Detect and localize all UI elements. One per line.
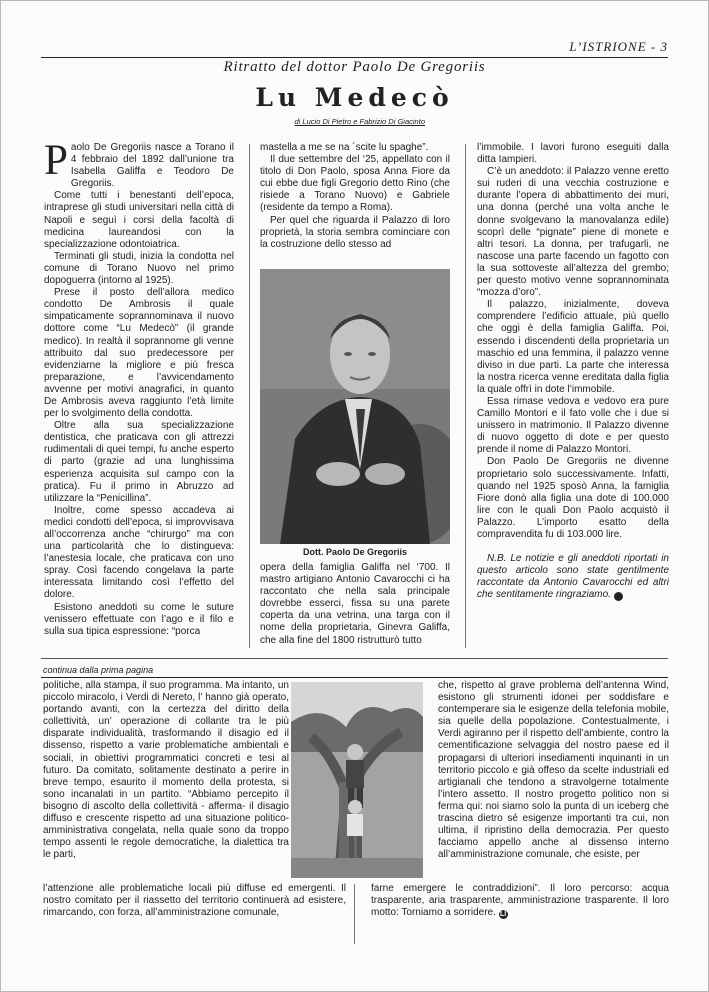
drop-cap: P bbox=[44, 142, 68, 184]
article-column-1 bbox=[44, 142, 234, 642]
paragraph: Esistono aneddoti su come le suture venissero effettuate con l’ago e il filo e sulla sua tipica espressione: “porca bbox=[44, 601, 234, 637]
paragraph: Inoltre, come spesso accadeva ai medici condotti dell’epoca, si improvvisava all’occorrenza anche “chirurgo” ma con una particolarità che lo distingueva: l’anestesia locale, che praticava con uno spray. Così facendo congelava la parte interessata limitando così l’effetto del dolore. bbox=[44, 504, 234, 601]
continued-label: continua dalla prima pagina bbox=[43, 665, 154, 675]
end-mark-icon: Ll bbox=[500, 911, 507, 919]
column-divider bbox=[354, 884, 355, 944]
article-subtitle: Ritratto del dottor Paolo De Gregoriis bbox=[223, 59, 486, 75]
children-photo bbox=[291, 682, 423, 878]
paragraph: l’attenzione alle problematiche locali più diffuse ed emergenti. Il nostro comitato per il riassetto del territorio continuerà ad esistere, rimarcando, con forza, all’amministrazione comunale, bbox=[43, 883, 346, 919]
article-column-2-bottom bbox=[260, 562, 450, 650]
paragraph: Don Paolo De Gregoriis ne divenne proprietario solo successivamente. Infatti, quando nel 1925 sposò Anna, la famiglia Fiore donò alla figlia una dote di 100.000 lire con le quali Don Paolo acquistò il Palazzo. L’importo esatto della compravendita fu di 103.000 lire. bbox=[477, 456, 669, 540]
paragraph: mastella a me se na ´scite lu spaghe”. bbox=[260, 142, 429, 153]
article-column-3 bbox=[477, 142, 669, 650]
article-title: Lu Medecò bbox=[255, 83, 454, 112]
header-divider bbox=[41, 57, 668, 58]
portrait-photo bbox=[260, 269, 450, 544]
paragraph: Il due settembre del ‘25, appellato con il titolo di Don Paolo, sposa Anna Fiore da cui ebbe due figli Gregorio detto Rino (che risiede a Torano Nuovo) e Gabriele (residente da tempo a Roma). bbox=[260, 154, 450, 214]
paragraph: Terminati gli studi, inizia la condotta nel comune di Torano Nuovo nel primo dopoguerra (intorno al 1925). bbox=[44, 250, 234, 287]
section-divider bbox=[41, 658, 668, 659]
paragraph: farne emergere le contraddizioni”. Il loro percorso: acqua trasparente, aria trasparente, amministrazione trasparente. Il loro motto: Torniamo a sorridere. Ll bbox=[371, 883, 669, 919]
paragraph: C’è un aneddoto: il Palazzo venne eretto sui ruderi di una vecchia costruzione e durante l’opera di abbattimento dei muri, una donna (perché una volta anche le donne svolgevano la manovalanza edile) scoprì delle “pignate” piene di monete e altri tesori. La donna, per trafugarli, ne nascose una parte facendo un fagotto con la sua sottoveste all’altezza del grembo; per questo motivo venne soprannominata “mozza d’oro”. bbox=[477, 166, 669, 299]
continued-left-span bbox=[43, 883, 346, 943]
acknowledgement-note: N.B. Le notizie e gli aneddoti riportati in questo articolo sono state gentilmente raccontate da Antonio Cavarocchi ed altri che sentitamente ringraziamo. Ll bbox=[477, 553, 669, 601]
paragraph: opera della famiglia Galiffa nel ‘700. Il mastro artigiano Antonio Cavarocchi ci ha raccontato che nella sala principale dovrebbe esserci, fissa su una parete coperta da una vetrina, una targa con il nome della proprietaria, Ginevra Galiffa, che alla fine del 1800 ristrutturò tutto bbox=[260, 562, 450, 646]
article-byline: di Lucio Di Pietro e Fabrizio Di Giacinto bbox=[294, 117, 425, 126]
photo-caption: Dott. Paolo De Gregoriis bbox=[302, 547, 407, 557]
paragraph: l’immobile. I lavori furono eseguiti dalla ditta Iampieri. bbox=[477, 142, 669, 166]
paragraph: che, rispetto al grave problema dell’antenna Wind, esistono gli strumenti idonei per soddisfare e contemperare sia le esigenze della telefonia mobile, sia quelle della popolazione. Contestualmente, i Verdi agiranno per il rispetto dell’ambiente, contro la cementificazione selvaggia del nostro paese ed il propagarsi di ulteriori insediamenti inquinanti in un territorio piccolo e già offeso da scelte industriali ed artigianali che tendono a stravolgerne totalmente l’intero assetto. Il nostro progetto politico non si ferma qui: noi siamo solo la punta di un iceberg che trascina dietro sé esigenze importanti tra cui, non ultima, il ripristino della democrazia. Per questo facciamo appello anche al dissenso interno all’amministrazione comunale, che esiste, per bbox=[438, 680, 669, 861]
paragraph: Paolo De Gregoriis nasce a Torano il 4 febbraio del 1892 dall’unione tra Isabella Galiffa e Teodoro De Gregoriis. bbox=[44, 142, 234, 190]
paragraph: politiche, alla stampa, il suo programma. Ma intanto, un piccolo miracolo, i Verdi di Nereto, l’ hanno già operato, portando avanti, con la certezza del diritto della collettività, un’ operazione di collante tra le più disparate individualità, trasformando il disagio ed il dissenso, rispetto a varie problematiche ambientali e sociali, in obiettivi programmatici concreti e tesi al futuro. Da comitato, solitamente destinato a perire in breve tempo, esaurito il momento della protesta, si sono incanalati in un partito. “Abbiamo percepito il bisogno di ascolto della collettività - afferma- il disagio diffuso e crescente rispetto ad una situazione politico-amministrativa congelata, nella quale sono da troppo tempo assenti le regole democratiche, la dialettica tra le parti, bbox=[43, 680, 289, 861]
continued-right-span bbox=[371, 883, 669, 943]
section-divider bbox=[41, 677, 668, 678]
children-illustration bbox=[291, 682, 423, 878]
continued-column-right bbox=[438, 680, 669, 885]
portrait-illustration bbox=[260, 269, 450, 544]
paragraph: Prese il posto dell’allora medico condotto De Ambrosis il quale simpaticamente soprannominava il nuovo dottore come “Lu Medecò” (il grande medico). In realtà il soprannome gli venne attribuito dal suo predecessore per evidenziarne la migliore e più fresca preparazione, e l’avvicendamento avvenne per motivi anagrafici, in quanto De Ambrosis aveva raggiunto l’età limite per lo svolgimento della condotta. bbox=[44, 287, 234, 420]
paragraph: Per quel che riguarda il Palazzo di loro proprietà, la storia sembra cominciare con la costruzione dello stesso ad bbox=[260, 214, 450, 250]
article-column-2-top bbox=[260, 142, 450, 266]
column-divider bbox=[465, 144, 466, 648]
paragraph: Essa rimase vedova e vedovo era pure Camillo Montori e il fato volle che i due si unissero in matrimonio. Il Palazzo divenne di nuovo oggetto di dote e per questo prende il nome di Palazzo Montori. bbox=[477, 395, 669, 456]
paragraph: Come tutti i benestanti dell’epoca, intraprese gli studi universitari nella città di Napoli e seguì i corsi della facoltà di medicina laureandosi con la specializzazione odontoiatrica. bbox=[44, 190, 234, 250]
continued-column-left bbox=[43, 680, 289, 885]
paragraph: Il palazzo, inizialmente, doveva comprendere l’edificio attuale, più quello che oggi è della famiglia Galiffa. Poi, essendo i discendenti della proprietaria un maschio ed una femmina, il palazzo venne diviso in due parti. La parte che interessa la nostra ricerca venne ereditata dalla figlia la quale offrì in dote l’immobile. bbox=[477, 299, 669, 395]
column-divider bbox=[249, 144, 250, 648]
paragraph: Oltre alla sua specializzazione dentistica, che praticava con gli attrezzi rudimentali di quei tempi, fu anche esperto di parto (grazie ad una lunghissima esperienza acquisita sul campo con la pratica). Fu il primo in Abruzzo ad utilizzare la “Penicillina”. bbox=[44, 420, 234, 504]
end-mark-icon: Ll bbox=[614, 592, 623, 601]
running-header: L’ISTRIONE - 3 bbox=[569, 39, 668, 54]
